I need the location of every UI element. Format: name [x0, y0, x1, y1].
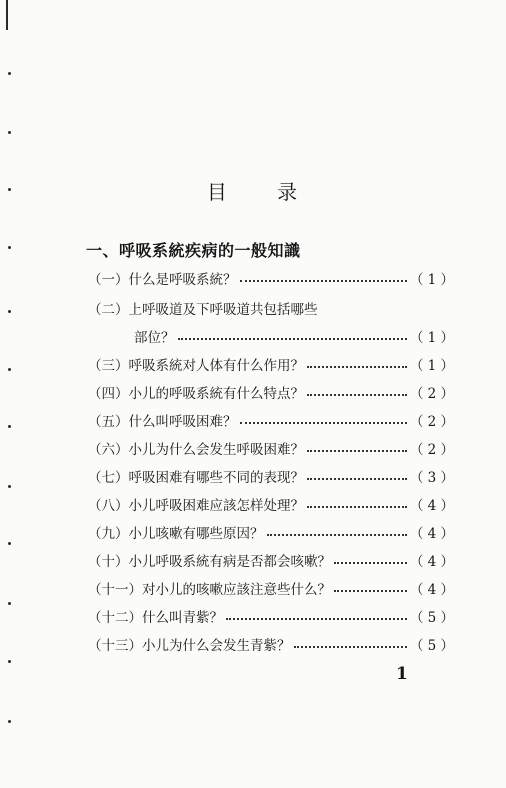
- page-title: 目 录: [206, 180, 320, 204]
- toc-entry-number: （十）: [88, 554, 129, 570]
- toc-entry: [88, 518, 454, 542]
- toc-entry-title: 小儿为什么会发生呼吸困难？: [128, 442, 304, 458]
- dot-leader: [307, 450, 407, 452]
- toc-entry: [88, 378, 454, 402]
- toc-entry-number: （四）: [88, 386, 129, 402]
- margin-mark: [8, 131, 11, 134]
- toc-entry-title: 小儿的呼吸系統有什么特点？: [128, 386, 304, 402]
- toc-entry: [88, 350, 454, 374]
- toc-entry: [88, 406, 454, 430]
- dot-leader: [307, 394, 407, 396]
- margin-mark: [8, 246, 11, 249]
- toc-entry-page: （ 4 ）: [409, 554, 454, 570]
- toc-entry-continuation: [134, 322, 454, 346]
- toc-entry-number: （十一）: [88, 582, 142, 598]
- toc-entry-page: （ 2 ）: [409, 414, 454, 430]
- toc-entry-number: （五）: [88, 414, 129, 430]
- toc-entry: [88, 490, 454, 514]
- margin-mark: [8, 425, 11, 428]
- toc-entry-number: （一）: [88, 272, 129, 288]
- dot-leader: [267, 534, 407, 536]
- section-heading: 一、呼吸系統疾病的一般知識: [86, 241, 301, 260]
- dot-leader: [240, 422, 407, 424]
- dot-leader: [334, 590, 407, 592]
- toc-entry: [88, 602, 454, 626]
- toc-entry-title: 小儿呼吸系統有病是否都会咳嗽？: [128, 554, 331, 570]
- toc-entry-title: 小儿咳嗽有哪些原因？: [128, 526, 264, 542]
- toc-entry-page: （ 5 ）: [409, 638, 454, 654]
- toc-entry-title: 呼吸系統对人体有什么作用？: [128, 358, 304, 374]
- margin-mark: [8, 720, 11, 723]
- toc-entry-page: （ 5 ）: [409, 610, 454, 626]
- toc-entry-number: （六）: [88, 442, 129, 458]
- toc-entry-title: 小儿呼吸困难应該怎样处理？: [128, 498, 304, 514]
- toc-entry-title: 呼吸困难有哪些不同的表现？: [128, 470, 304, 486]
- dot-leader: [307, 478, 407, 480]
- dot-leader: [307, 366, 407, 368]
- toc-entry-page: （ 1 ）: [409, 330, 454, 346]
- toc-entry-page: （ 3 ）: [409, 470, 454, 486]
- toc-entry: [88, 434, 454, 458]
- toc-entry: [88, 574, 454, 598]
- toc-entry-page: （ 1 ）: [409, 358, 454, 374]
- toc-entry: [88, 294, 454, 318]
- toc-entry-number: （十三）: [88, 638, 142, 654]
- toc-entry-page: （ 4 ）: [409, 582, 454, 598]
- toc-entry-title: 什么是呼吸系統？: [128, 272, 237, 288]
- page-number: 1: [396, 664, 408, 684]
- toc-entry-title: 什么叫呼吸困难？: [128, 414, 237, 430]
- margin-mark: [8, 602, 11, 605]
- dot-leader: [334, 562, 407, 564]
- margin-mark: [8, 368, 11, 371]
- dot-leader: [294, 646, 407, 648]
- dot-leader: [226, 618, 407, 620]
- toc-entry-page: （ 2 ）: [409, 386, 454, 402]
- toc-entry-number: （九）: [88, 526, 129, 542]
- margin-mark: [8, 660, 11, 663]
- margin-mark: [8, 310, 11, 313]
- toc-entry: [88, 264, 454, 288]
- toc-entry: [88, 546, 454, 570]
- toc-entry-number: （二）: [88, 302, 129, 318]
- dot-leader: [178, 338, 407, 340]
- toc-entry-page: （ 1 ）: [409, 272, 454, 288]
- toc-entry-title: 对小儿的咳嗽应該注意些什么？: [142, 582, 331, 598]
- margin-mark: [8, 72, 11, 75]
- margin-mark: [8, 542, 11, 545]
- toc-entry-title: 部位？: [134, 330, 175, 346]
- toc-entry-title: 小儿为什么会发生青紫？: [142, 638, 291, 654]
- toc-entry-title: 什么叫青紫？: [142, 610, 223, 626]
- toc-entry-number: （七）: [88, 470, 129, 486]
- toc-entry-page: （ 4 ）: [409, 526, 454, 542]
- toc-entry-title: 上呼吸道及下呼吸道共包括哪些: [128, 302, 318, 318]
- toc-entry-number: （八）: [88, 498, 129, 514]
- toc-entry-number: （三）: [88, 358, 129, 374]
- page-binding-edge: [6, 0, 8, 30]
- toc-entry-page: （ 4 ）: [409, 498, 454, 514]
- dot-leader: [307, 506, 407, 508]
- toc-entry-number: （十二）: [88, 610, 142, 626]
- dot-leader: [240, 280, 407, 282]
- margin-mark: [8, 485, 11, 488]
- toc-entry: [88, 462, 454, 486]
- toc-entry: [88, 630, 454, 654]
- toc-entry-page: （ 2 ）: [409, 442, 454, 458]
